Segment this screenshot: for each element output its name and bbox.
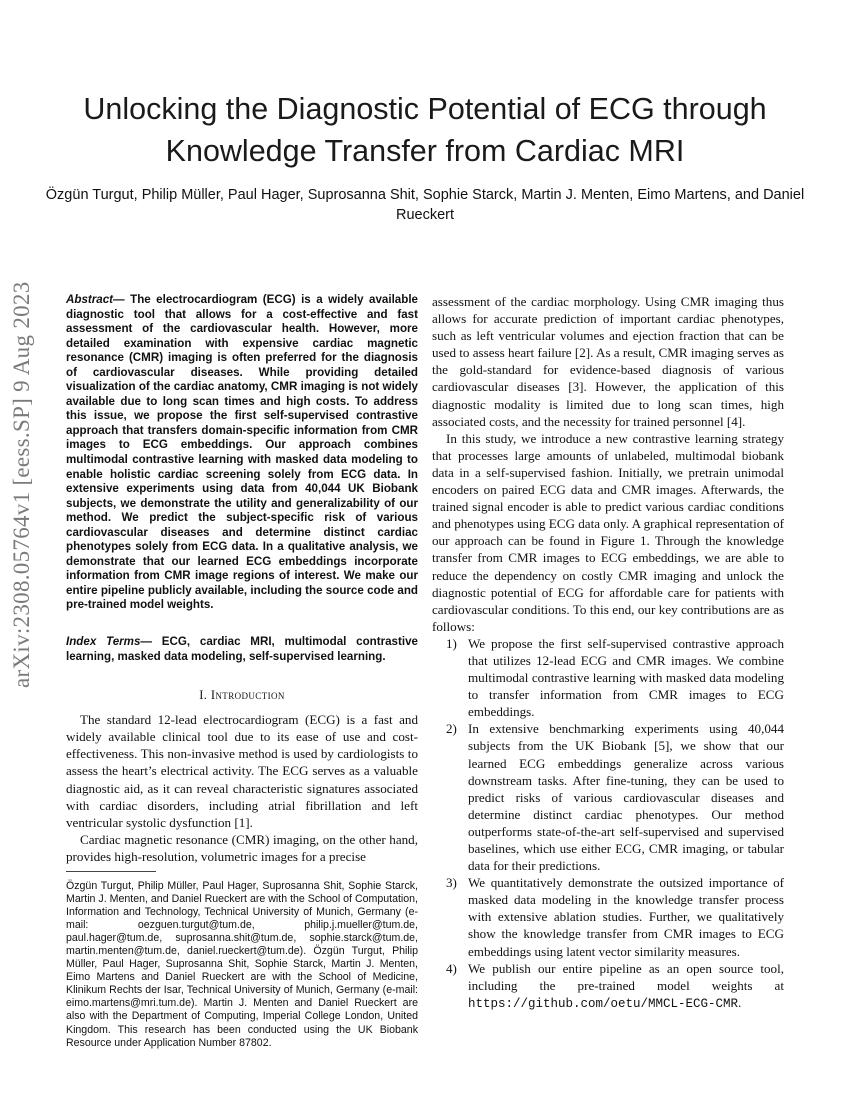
contribution-number: 4) bbox=[446, 960, 457, 976]
arxiv-identifier: arXiv:2308.05764v1 [eess.SP] 9 Aug 2023 bbox=[9, 281, 34, 688]
section-numeral: I. bbox=[199, 688, 208, 703]
right-column bbox=[432, 293, 784, 1013]
abstract-dash: — bbox=[113, 293, 131, 306]
left-column bbox=[66, 293, 418, 865]
contribution-tail: . bbox=[738, 994, 742, 1010]
index-terms-lead: Index Terms bbox=[66, 635, 141, 649]
abstract-text: The electrocardiogram (ECG) is a widely available diagnostic tool that allows for a cost-effective and fast assessment of the cardiovascular health. However, more detailed examination with expensive cardiac magnetic resonance (CMR) imaging is often preferred for the diagnosis of cardiovascular diseases. While providing detailed visualization of the cardiac anatomy, CMR imaging is not widely available due to long scan times and high costs. To address this issue, we propose the first self-supervised contrastive approach that transfers domain-specific information from CMR images to ECG embeddings. Our approach combines multimodal contrastive learning with masked data modeling to enable holistic cardiac screening solely from ECG data. In extensive experiments using data from 40,044 UK Biobank subjects, we demonstrate the utility and generalizability of our method. We predict the subject-specific risk of various cardiovascular diseases and determine distinct cardiac phenotypes solely from ECG data. In a qualitative analysis, we demonstrate that our learned ECG embeddings incorporate information from CMR image regions of interest. We make our entire pipeline publicly available, including the source code and pre-trained model weights. bbox=[66, 293, 418, 612]
contribution-text: We quantitatively demonstrate the outsized importance of masked data modeling in the knowledge transfer process with extensive ablation studies. Further, we qualitatively show the knowledge transfer from CMR images to ECG embeddings using latent vector similarity measures. bbox=[468, 875, 784, 959]
section-heading-introduction bbox=[66, 688, 418, 703]
contribution-text: We publish our entire pipeline as an open source tool, including the pre-trained model weights at bbox=[468, 960, 784, 993]
contribution-item bbox=[432, 960, 784, 1013]
index-terms bbox=[66, 635, 418, 664]
author-list: Özgün Turgut, Philip Müller, Paul Hager, Suprosanna Shit, Sophie Starck, Martin J. Menten, Eimo Martens, and Daniel Rueckert bbox=[45, 187, 805, 223]
footnote-rule bbox=[66, 871, 156, 872]
contribution-item bbox=[432, 635, 784, 720]
paper-title: Unlocking the Diagnostic Potential of ECG through Knowledge Transfer from Cardiac MRI bbox=[83, 92, 767, 168]
abstract bbox=[66, 293, 418, 613]
index-terms-dash: — bbox=[140, 635, 162, 649]
affiliation-footnote: Özgün Turgut, Philip Müller, Paul Hager, Suprosanna Shit, Sophie Starck, Martin J. Menten, and Daniel Rueckert are with the School of Computation, Information and Technology, Technical University of Munich, Germany (e-mail: oezguen.turgut@tum.de, philip.j.mueller@tum.de, paul.hager@tum.de, suprosanna.shit@tum.de, sophie.starck@tum.de, martin.menten@tum.de, daniel.rueckert@tum.de). Özgün Turgut, Philip Müller, Paul Hager, Suprosanna Shit, Sophie Starck, Martin J. Menten, Eimo Martens and Daniel Rueckert are with the School of Medicine, Klinikum Rechts der Isar, Technical University of Munich, Germany (e-mail: eimo.martens@mri.tum.de). Martin J. Menten and Daniel Rueckert are also with the Department of Computing, Imperial College London, United Kingdom. This research has been conducted using the UK Biobank Resource under Application Number 87802. bbox=[66, 880, 418, 1049]
repository-link[interactable]: https://github.com/oetu/MMCL-ECG-CMR bbox=[468, 996, 739, 1011]
contribution-number: 3) bbox=[446, 875, 457, 891]
contribution-text: We propose the first self-supervised contrastive approach that utilizes 12-lead ECG and CMR images. We combine multimodal contrastive learning with masked data modeling to transfer information from CMR images to ECG embeddings. bbox=[468, 635, 784, 720]
contribution-number: 2) bbox=[446, 721, 457, 737]
contribution-list bbox=[432, 635, 784, 1013]
contribution-item bbox=[432, 874, 784, 959]
intro-paragraph-2-continued: assessment of the cardiac morphology. Using CMR imaging thus allows for accurate prediction of important cardiac phenotypes, such as left ventricular volumes and ejection fraction that can be used to assess heart failure [2]. As a result, CMR imaging serves as the gold-standard for evidence-based diagnosis of various cardiovascular diseases [3]. However, the application of this diagnostic modality is limited due to long scan times, high associated costs, and the necessity for trained personnel [4]. bbox=[432, 294, 785, 429]
intro-paragraph-1: The standard 12-lead electrocardiogram (ECG) is a fast and widely available clinical tool due to its ease of use and cost-effectiveness. This non-invasive method is used by cardiologists to assess the heart’s electrical activity. The ECG serves as a valuable diagnostic aid, as it can reveal characteristic signatures associated with cardiac disorders, including atrial fibrillation and left ventricular systolic dysfunction [1]. bbox=[66, 712, 418, 830]
intro-paragraph-3: In this study, we introduce a new contrastive learning strategy that processes large amounts of unlabeled, multimodal biobank data in a self-supervised fashion. Initially, we pretrain unimodal encoders on paired ECG data and CMR images. Afterwards, the trained signal encoder is able to predict various cardiac conditions and phenotypes using ECG data only. A graphical representation of our approach can be found in Figure 1. Through the knowledge transfer from CMR images to ECG embeddings, we are able to reduce the dependency on costly CMR imaging and unlock the diagnostic potential of ECG for affordable care for patients with cardiovascular conditions. To this end, our key contributions are as follows: bbox=[432, 430, 784, 634]
contribution-number: 1) bbox=[446, 635, 457, 651]
section-title: Introduction bbox=[210, 688, 285, 703]
contribution-item bbox=[432, 720, 784, 874]
contribution-text: In extensive benchmarking experiments using 40,044 subjects from the UK Biobank [5], we show that our learned ECG embeddings generalize across various downstream tasks. After fine-tuning, they can be used to predict risks of various cardiovascular diseases and determine distinct cardiac phenotypes. Our method outperforms state-of-the-art self-supervised and supervised baselines, which use either ECG, CMR imaging, or tabular data for their predictions. bbox=[468, 721, 784, 874]
abstract-lead: Abstract bbox=[66, 293, 114, 306]
intro-paragraph-2: Cardiac magnetic resonance (CMR) imaging, on the other hand, provides high-resolution, volumetric images for a precise bbox=[66, 831, 418, 864]
index-terms-text: ECG, cardiac MRI, multimodal contrastive learning, masked data modeling, self-supervised learning. bbox=[66, 635, 418, 663]
